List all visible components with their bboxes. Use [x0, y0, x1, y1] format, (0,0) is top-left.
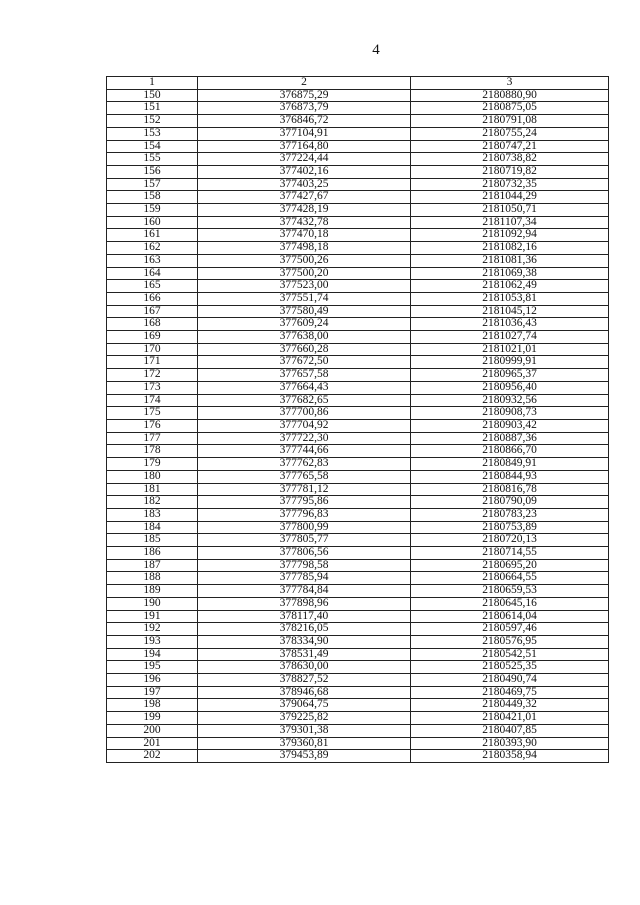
table-row	[107, 572, 609, 585]
point-number-cell: 182	[107, 496, 198, 509]
point-number-cell: 161	[107, 229, 198, 242]
x-coordinate-cell: 379064,75	[198, 699, 411, 712]
table-row	[107, 102, 609, 115]
y-coordinate-cell: 2181050,71	[411, 204, 609, 217]
y-coordinate-cell: 2180844,93	[411, 470, 609, 483]
y-coordinate-cell: 2181092,94	[411, 229, 609, 242]
y-coordinate-cell: 2180790,09	[411, 496, 609, 509]
table-row	[107, 305, 609, 318]
table-row	[107, 686, 609, 699]
y-coordinate-cell: 2180965,37	[411, 369, 609, 382]
table-row	[107, 712, 609, 725]
y-coordinate-cell: 2180887,36	[411, 432, 609, 445]
y-coordinate-cell: 2180875,05	[411, 102, 609, 115]
x-coordinate-cell: 377898,96	[198, 597, 411, 610]
point-number-cell: 195	[107, 661, 198, 674]
column-header-x: 2	[198, 77, 411, 90]
point-number-cell: 173	[107, 381, 198, 394]
y-coordinate-cell: 2180932,56	[411, 394, 609, 407]
x-coordinate-cell: 377432,78	[198, 216, 411, 229]
x-coordinate-cell: 378334,90	[198, 635, 411, 648]
table-row	[107, 216, 609, 229]
table-row	[107, 292, 609, 305]
x-coordinate-cell: 376846,72	[198, 115, 411, 128]
y-coordinate-cell: 2180720,13	[411, 534, 609, 547]
y-coordinate-cell: 2180849,91	[411, 458, 609, 471]
y-coordinate-cell: 2180664,55	[411, 572, 609, 585]
y-coordinate-cell: 2180407,85	[411, 724, 609, 737]
x-coordinate-cell: 377795,86	[198, 496, 411, 509]
y-coordinate-cell: 2180908,73	[411, 407, 609, 420]
y-coordinate-cell: 2180816,78	[411, 483, 609, 496]
table-row	[107, 115, 609, 128]
x-coordinate-cell: 377657,58	[198, 369, 411, 382]
y-coordinate-cell: 2180755,24	[411, 127, 609, 140]
table-row	[107, 597, 609, 610]
point-number-cell: 192	[107, 623, 198, 636]
table-row	[107, 153, 609, 166]
table-body	[107, 89, 609, 762]
table-row	[107, 369, 609, 382]
point-number-cell: 159	[107, 204, 198, 217]
x-coordinate-cell: 377580,49	[198, 305, 411, 318]
y-coordinate-cell: 2180614,04	[411, 610, 609, 623]
table-row	[107, 699, 609, 712]
point-number-cell: 180	[107, 470, 198, 483]
table-row	[107, 89, 609, 102]
point-number-cell: 167	[107, 305, 198, 318]
x-coordinate-cell: 376875,29	[198, 89, 411, 102]
x-coordinate-cell: 377523,00	[198, 280, 411, 293]
table-row	[107, 254, 609, 267]
table-row	[107, 508, 609, 521]
point-number-cell: 197	[107, 686, 198, 699]
x-coordinate-cell: 377722,30	[198, 432, 411, 445]
x-coordinate-cell: 377403,25	[198, 178, 411, 191]
table-row	[107, 419, 609, 432]
point-number-cell: 185	[107, 534, 198, 547]
y-coordinate-cell: 2181021,01	[411, 343, 609, 356]
x-coordinate-cell: 377660,28	[198, 343, 411, 356]
x-coordinate-cell: 377427,67	[198, 191, 411, 204]
table-row	[107, 635, 609, 648]
x-coordinate-cell: 379360,81	[198, 737, 411, 750]
point-number-cell: 179	[107, 458, 198, 471]
point-number-cell: 162	[107, 242, 198, 255]
x-coordinate-cell: 377796,83	[198, 508, 411, 521]
point-number-cell: 200	[107, 724, 198, 737]
table-row	[107, 547, 609, 560]
point-number-cell: 168	[107, 318, 198, 331]
table-row	[107, 445, 609, 458]
y-coordinate-cell: 2180542,51	[411, 648, 609, 661]
x-coordinate-cell: 378630,00	[198, 661, 411, 674]
x-coordinate-cell: 377805,77	[198, 534, 411, 547]
y-coordinate-cell: 2180358,94	[411, 750, 609, 763]
table-row	[107, 318, 609, 331]
x-coordinate-cell: 377806,56	[198, 547, 411, 560]
table-row	[107, 559, 609, 572]
x-coordinate-cell: 377428,19	[198, 204, 411, 217]
point-number-cell: 151	[107, 102, 198, 115]
x-coordinate-cell: 377672,50	[198, 356, 411, 369]
column-header-point: 1	[107, 77, 198, 90]
table-row	[107, 585, 609, 598]
point-number-cell: 172	[107, 369, 198, 382]
table-row	[107, 483, 609, 496]
x-coordinate-cell: 377551,74	[198, 292, 411, 305]
y-coordinate-cell: 2180695,20	[411, 559, 609, 572]
y-coordinate-cell: 2180956,40	[411, 381, 609, 394]
y-coordinate-cell: 2180393,90	[411, 737, 609, 750]
y-coordinate-cell: 2180659,53	[411, 585, 609, 598]
y-coordinate-cell: 2181027,74	[411, 331, 609, 344]
point-number-cell: 152	[107, 115, 198, 128]
table-row	[107, 648, 609, 661]
x-coordinate-cell: 377784,84	[198, 585, 411, 598]
point-number-cell: 174	[107, 394, 198, 407]
table-row	[107, 407, 609, 420]
x-coordinate-cell: 377798,58	[198, 559, 411, 572]
table-row	[107, 496, 609, 509]
table-row	[107, 191, 609, 204]
x-coordinate-cell: 377470,18	[198, 229, 411, 242]
y-coordinate-cell: 2180999,91	[411, 356, 609, 369]
point-number-cell: 164	[107, 267, 198, 280]
coordinates-table	[106, 76, 609, 763]
table-row	[107, 661, 609, 674]
point-number-cell: 199	[107, 712, 198, 725]
point-number-cell: 158	[107, 191, 198, 204]
column-header-y: 3	[411, 77, 609, 90]
point-number-cell: 194	[107, 648, 198, 661]
point-number-cell: 191	[107, 610, 198, 623]
y-coordinate-cell: 2180597,46	[411, 623, 609, 636]
table-row	[107, 610, 609, 623]
table-row	[107, 127, 609, 140]
point-number-cell: 187	[107, 559, 198, 572]
x-coordinate-cell: 377609,24	[198, 318, 411, 331]
point-number-cell: 170	[107, 343, 198, 356]
y-coordinate-cell: 2180469,75	[411, 686, 609, 699]
table-row	[107, 178, 609, 191]
point-number-cell: 150	[107, 89, 198, 102]
x-coordinate-cell: 377402,16	[198, 165, 411, 178]
point-number-cell: 201	[107, 737, 198, 750]
point-number-cell: 196	[107, 674, 198, 687]
x-coordinate-cell: 378117,40	[198, 610, 411, 623]
y-coordinate-cell: 2180490,74	[411, 674, 609, 687]
point-number-cell: 155	[107, 153, 198, 166]
point-number-cell: 163	[107, 254, 198, 267]
y-coordinate-cell: 2180525,35	[411, 661, 609, 674]
table-row	[107, 750, 609, 763]
y-coordinate-cell: 2180576,95	[411, 635, 609, 648]
table-row	[107, 242, 609, 255]
x-coordinate-cell: 377800,99	[198, 521, 411, 534]
point-number-cell: 171	[107, 356, 198, 369]
x-coordinate-cell: 377104,91	[198, 127, 411, 140]
y-coordinate-cell: 2181081,36	[411, 254, 609, 267]
table-row	[107, 674, 609, 687]
point-number-cell: 189	[107, 585, 198, 598]
table-row	[107, 356, 609, 369]
x-coordinate-cell: 376873,79	[198, 102, 411, 115]
y-coordinate-cell: 2180791,08	[411, 115, 609, 128]
y-coordinate-cell: 2180747,21	[411, 140, 609, 153]
point-number-cell: 153	[107, 127, 198, 140]
x-coordinate-cell: 377498,18	[198, 242, 411, 255]
x-coordinate-cell: 377700,86	[198, 407, 411, 420]
table-row	[107, 470, 609, 483]
y-coordinate-cell: 2180421,01	[411, 712, 609, 725]
point-number-cell: 175	[107, 407, 198, 420]
x-coordinate-cell: 377500,20	[198, 267, 411, 280]
y-coordinate-cell: 2180449,32	[411, 699, 609, 712]
x-coordinate-cell: 378216,05	[198, 623, 411, 636]
point-number-cell: 198	[107, 699, 198, 712]
x-coordinate-cell: 377765,58	[198, 470, 411, 483]
x-coordinate-cell: 378946,68	[198, 686, 411, 699]
y-coordinate-cell: 2180903,42	[411, 419, 609, 432]
table-row	[107, 521, 609, 534]
table-row	[107, 458, 609, 471]
x-coordinate-cell: 377638,00	[198, 331, 411, 344]
point-number-cell: 165	[107, 280, 198, 293]
point-number-cell: 177	[107, 432, 198, 445]
point-number-cell: 169	[107, 331, 198, 344]
x-coordinate-cell: 379301,38	[198, 724, 411, 737]
y-coordinate-cell: 2181107,34	[411, 216, 609, 229]
x-coordinate-cell: 379453,89	[198, 750, 411, 763]
point-number-cell: 181	[107, 483, 198, 496]
x-coordinate-cell: 377500,26	[198, 254, 411, 267]
page-number: 4	[372, 42, 380, 58]
x-coordinate-cell: 377682,65	[198, 394, 411, 407]
y-coordinate-cell: 2181036,43	[411, 318, 609, 331]
table-row	[107, 165, 609, 178]
x-coordinate-cell: 378531,49	[198, 648, 411, 661]
y-coordinate-cell: 2180753,89	[411, 521, 609, 534]
x-coordinate-cell: 377744,66	[198, 445, 411, 458]
x-coordinate-cell: 377762,83	[198, 458, 411, 471]
point-number-cell: 178	[107, 445, 198, 458]
x-coordinate-cell: 377781,12	[198, 483, 411, 496]
table-row	[107, 432, 609, 445]
x-coordinate-cell: 377704,92	[198, 419, 411, 432]
table-row	[107, 623, 609, 636]
table-row	[107, 331, 609, 344]
point-number-cell: 157	[107, 178, 198, 191]
table-header-row	[107, 77, 609, 90]
table-row	[107, 229, 609, 242]
table-row	[107, 394, 609, 407]
y-coordinate-cell: 2180645,16	[411, 597, 609, 610]
table-row	[107, 534, 609, 547]
y-coordinate-cell: 2180880,90	[411, 89, 609, 102]
point-number-cell: 183	[107, 508, 198, 521]
table-row	[107, 280, 609, 293]
table-row	[107, 140, 609, 153]
y-coordinate-cell: 2181062,49	[411, 280, 609, 293]
y-coordinate-cell: 2181069,38	[411, 267, 609, 280]
point-number-cell: 176	[107, 419, 198, 432]
y-coordinate-cell: 2181082,16	[411, 242, 609, 255]
x-coordinate-cell: 377664,43	[198, 381, 411, 394]
point-number-cell: 156	[107, 165, 198, 178]
point-number-cell: 193	[107, 635, 198, 648]
y-coordinate-cell: 2180719,82	[411, 165, 609, 178]
table-row	[107, 381, 609, 394]
y-coordinate-cell: 2180783,23	[411, 508, 609, 521]
y-coordinate-cell: 2180866,70	[411, 445, 609, 458]
y-coordinate-cell: 2181044,29	[411, 191, 609, 204]
x-coordinate-cell: 377164,80	[198, 140, 411, 153]
point-number-cell: 184	[107, 521, 198, 534]
table-row	[107, 343, 609, 356]
x-coordinate-cell: 377224,44	[198, 153, 411, 166]
table-row	[107, 724, 609, 737]
x-coordinate-cell: 377785,94	[198, 572, 411, 585]
point-number-cell: 154	[107, 140, 198, 153]
point-number-cell: 190	[107, 597, 198, 610]
point-number-cell: 202	[107, 750, 198, 763]
table-row	[107, 204, 609, 217]
table-row	[107, 737, 609, 750]
y-coordinate-cell: 2180738,82	[411, 153, 609, 166]
y-coordinate-cell: 2180732,35	[411, 178, 609, 191]
table-row	[107, 267, 609, 280]
y-coordinate-cell: 2180714,55	[411, 547, 609, 560]
point-number-cell: 166	[107, 292, 198, 305]
point-number-cell: 188	[107, 572, 198, 585]
y-coordinate-cell: 2181045,12	[411, 305, 609, 318]
point-number-cell: 186	[107, 547, 198, 560]
point-number-cell: 160	[107, 216, 198, 229]
x-coordinate-cell: 379225,82	[198, 712, 411, 725]
y-coordinate-cell: 2181053,81	[411, 292, 609, 305]
x-coordinate-cell: 378827,52	[198, 674, 411, 687]
